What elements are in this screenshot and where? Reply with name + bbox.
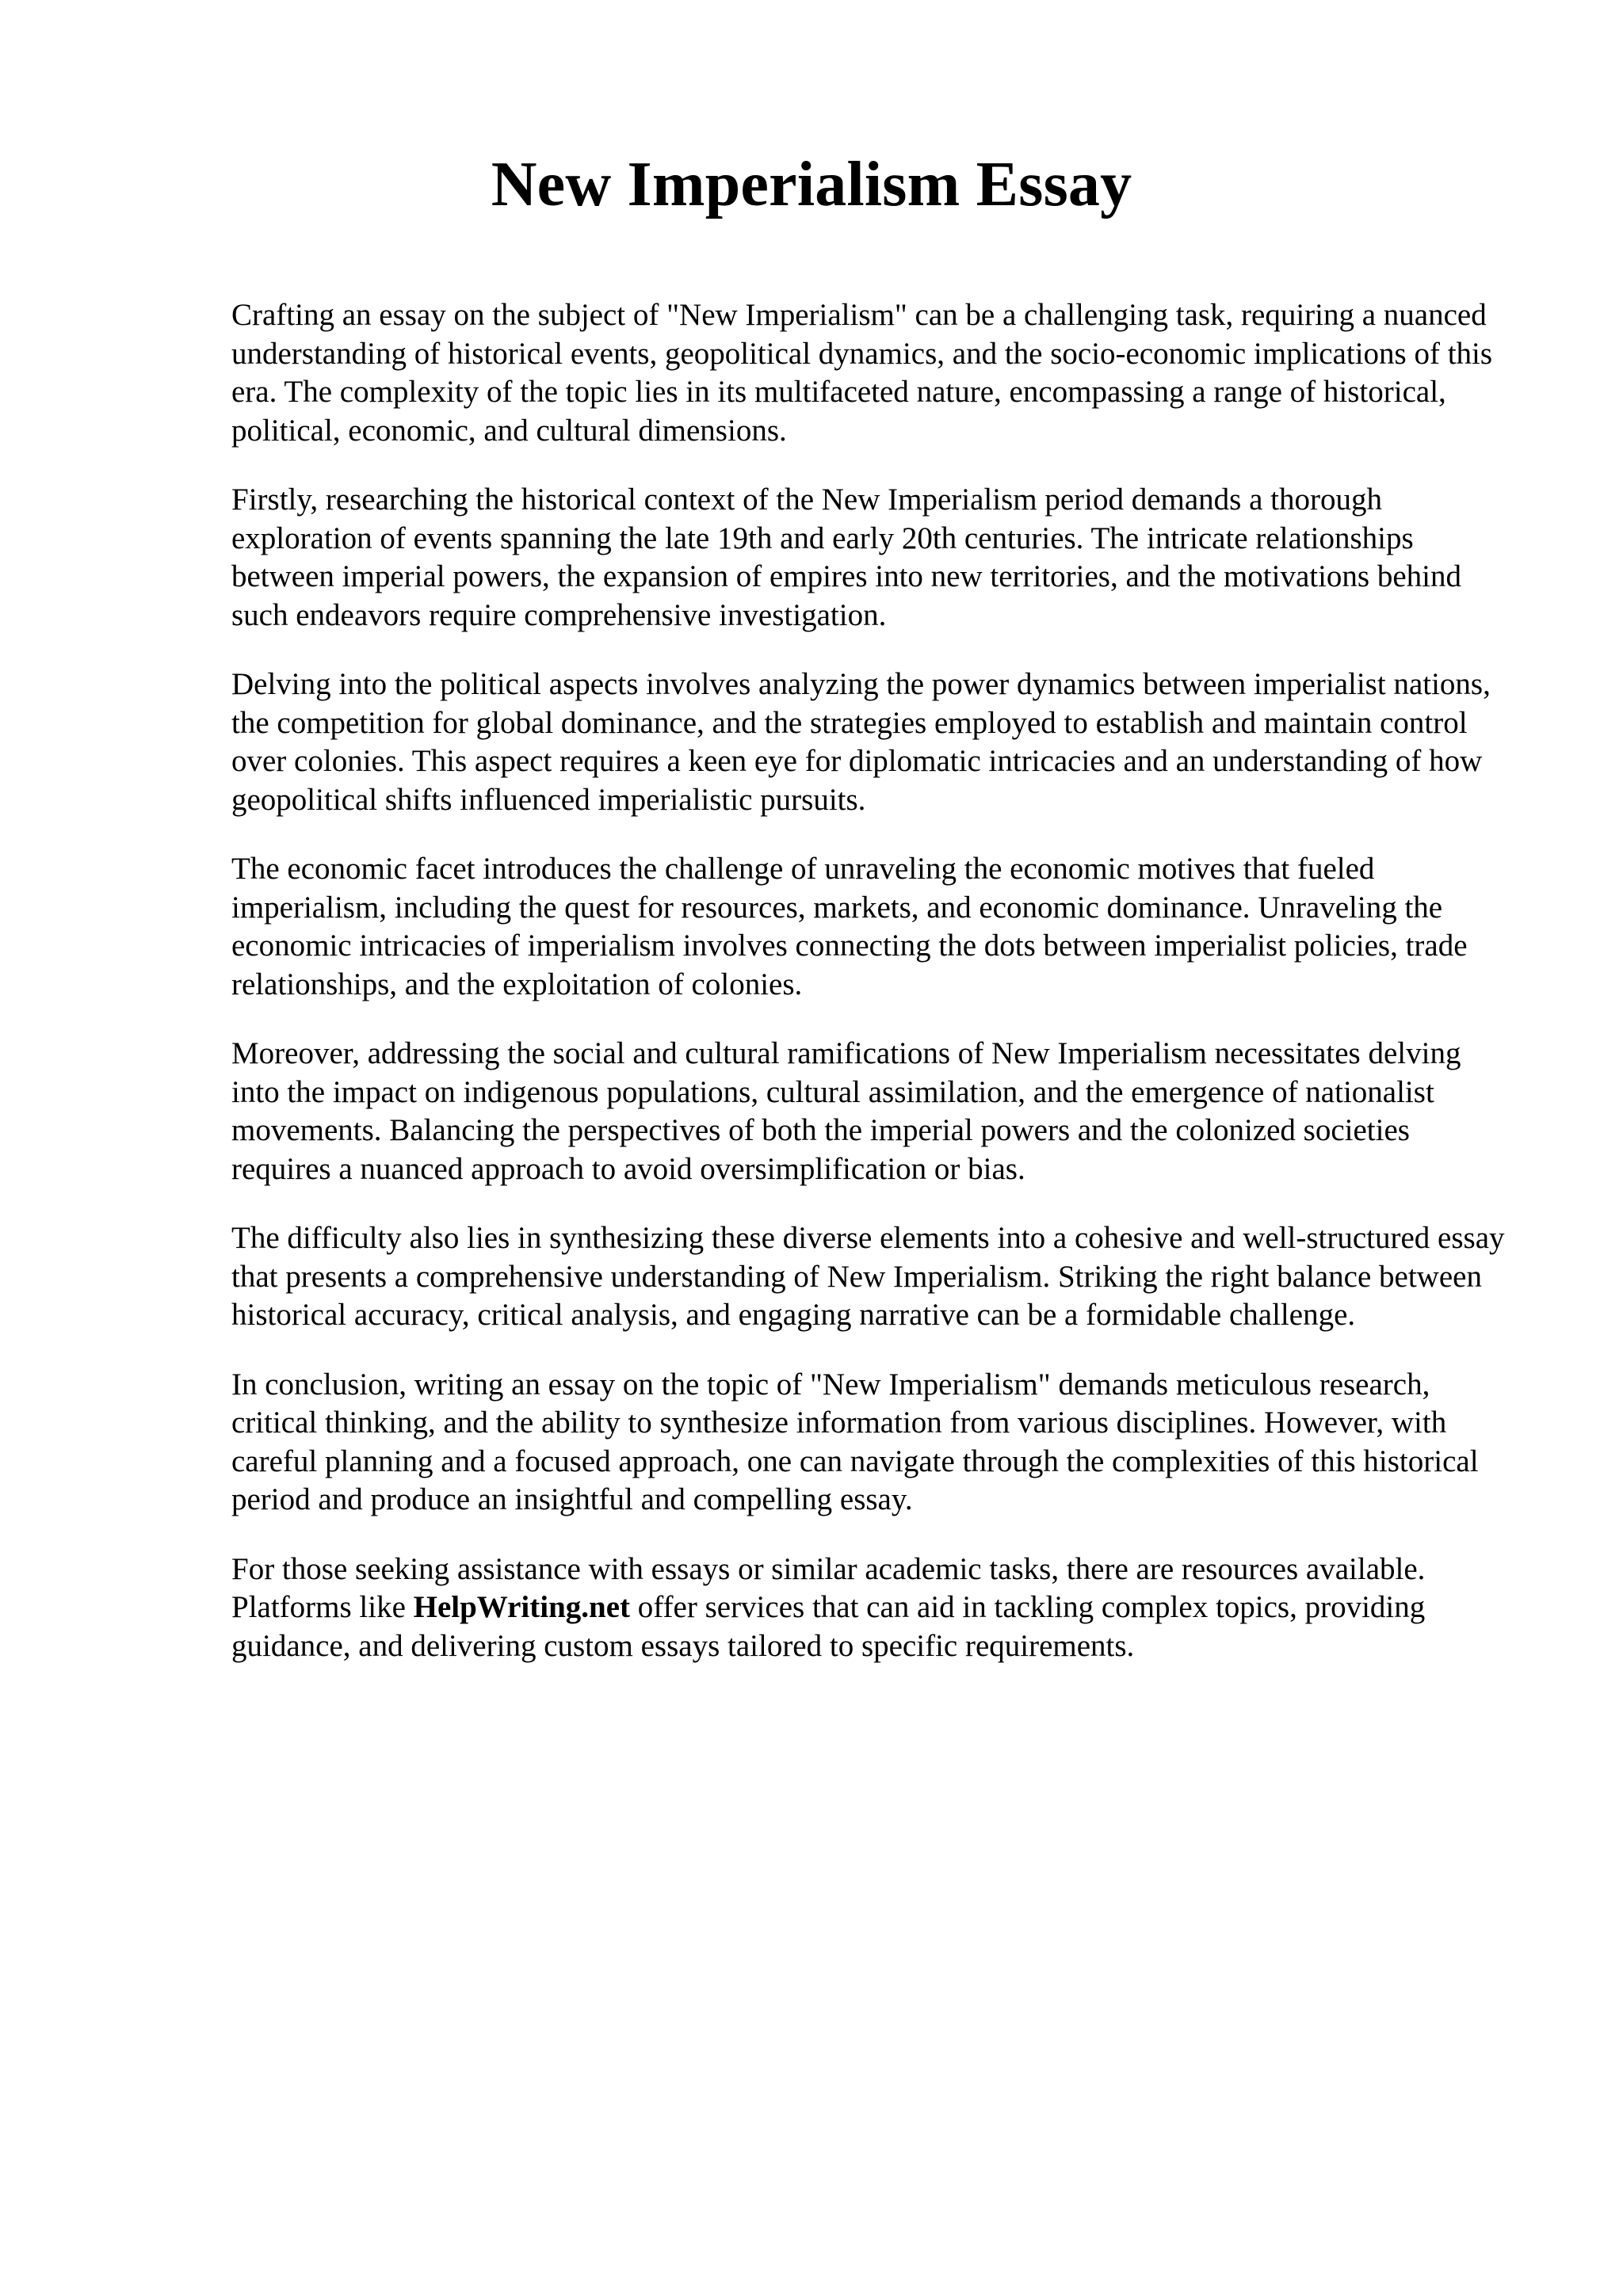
- essay-body: [231, 296, 1515, 1696]
- paragraph-difficulty: The difficulty also lies in synthesizing these diverse elements into a cohesive and well-structured essay that presents a comprehensive understanding of New Imperialism. Striking the right balance between historical accuracy, critical analysis, and engaging narrative can be a formidable challenge.: [231, 1221, 1505, 1332]
- paragraph-historical: Firstly, researching the historical context of the New Imperialism period demands a thorough exploration of events spanning the late 19th and early 20th centuries. The intricate relationships between imperial powers, the expansion of empires into new territories, and the motivations behind such endeavors require comprehensive investigation.: [231, 482, 1462, 632]
- page-title: New Imperialism Essay: [491, 150, 1132, 219]
- closing-text-after: offer services that can aid in tackling complex topics, providing guidance, and delivering custom essays tailored to specific requirements.: [231, 1590, 1426, 1663]
- paragraph-conclusion: In conclusion, writing an essay on the topic of "New Imperialism" demands meticulous research, critical thinking, and the ability to synthesize information from various disciplines. However, with careful planning and a focused approach, one can navigate through the complexities of this historical period and produce an insightful and compelling essay.: [231, 1367, 1479, 1516]
- paragraph-economic: The economic facet introduces the challenge of unraveling the economic motives that fueled imperialism, including the quest for resources, markets, and economic dominance. Unraveling the economic intricacies of imperialism involves connecting the dots between imperialist policies, trade relationships, and the exploitation of colonies.: [231, 852, 1468, 1001]
- paragraph-political: Delving into the political aspects involves analyzing the power dynamics between imperialist nations, the competition for global dominance, and the strategies employed to establish and maintain control over colonies. This aspect requires a keen eye for diplomatic intricacies and an understanding of how geopolitical shifts influenced imperialistic pursuits.: [231, 667, 1491, 817]
- closing-text-before: For those seeking assistance with essays or similar academic tasks, there are resources available. Platforms like: [231, 1551, 1426, 1624]
- paragraph-social-cultural: Moreover, addressing the social and cultural ramifications of New Imperialism necessitates delving into the impact on indigenous populations, cultural assimilation, and the emergence of nationalist movements. Balancing the perspectives of both the imperial powers and the colonized societies requires a nuanced approach to avoid oversimplification or bias.: [231, 1036, 1461, 1186]
- paragraph-closing: [231, 1550, 1515, 1666]
- brand-name: HelpWriting.net: [413, 1590, 631, 1624]
- paragraph-intro: Crafting an essay on the subject of "New Imperialism" can be a challenging task, requiring a nuanced understanding of historical events, geopolitical dynamics, and the socio-economic implications of this era. The complexity of the topic lies in its multifaceted nature, encompassing a range of historical, political, economic, and cultural dimensions.: [231, 298, 1493, 448]
